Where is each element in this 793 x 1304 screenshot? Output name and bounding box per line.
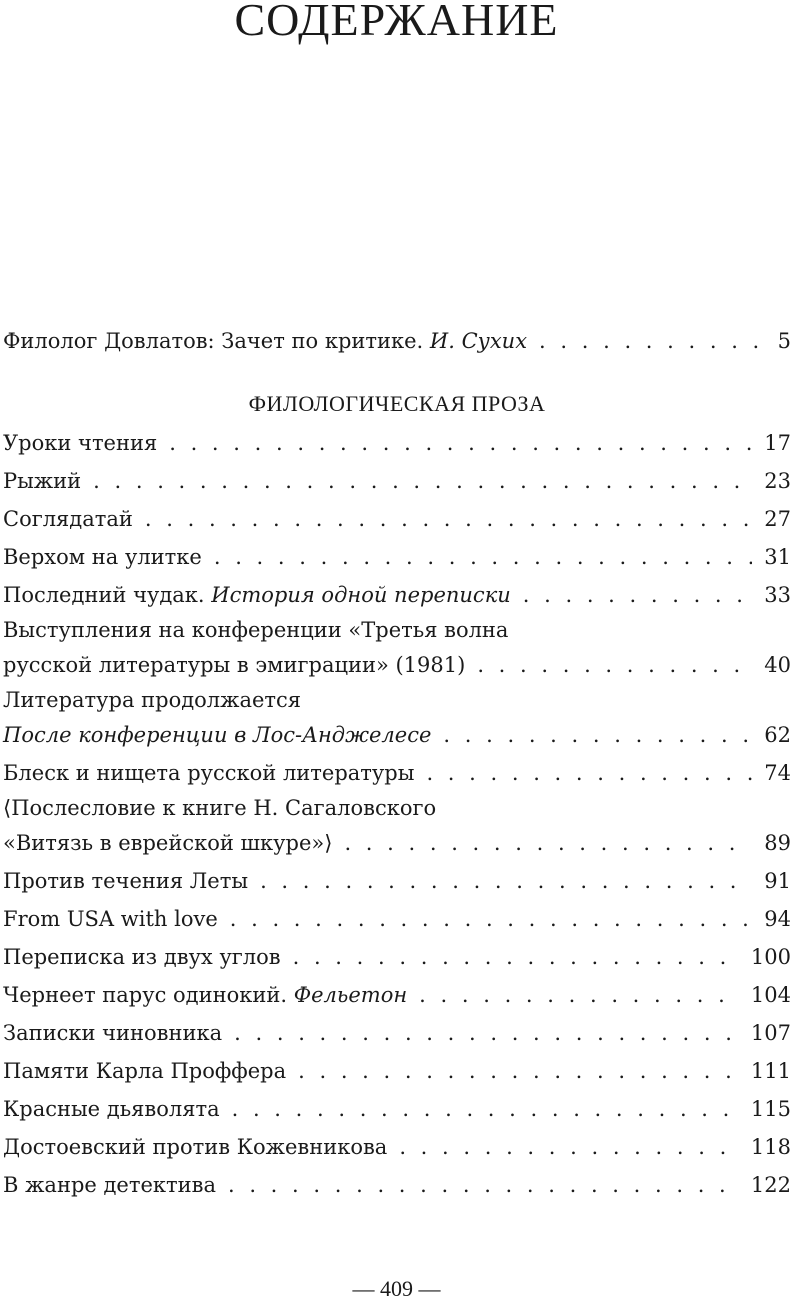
toc-entry-title: Переписка из двух углов xyxy=(3,945,281,969)
toc-entry-title-line1: Выступления на конференции «Третья волна xyxy=(3,618,509,642)
toc-page-number: 17 xyxy=(764,431,791,455)
section-heading: ФИЛОЛОГИЧЕСКАЯ ПРОЗА xyxy=(248,391,546,416)
toc-entry-title: Рыжий xyxy=(3,469,82,493)
toc-entry[interactable] xyxy=(3,538,791,576)
toc-entry[interactable] xyxy=(3,614,791,684)
toc-entry-title: русской литературы в эмиграции» (1981) xyxy=(3,653,466,677)
toc-entry[interactable] xyxy=(3,1014,791,1052)
toc-entry-title: Блеск и нищета русской литературы xyxy=(3,761,415,785)
toc-entry[interactable] xyxy=(3,754,791,792)
dot-leader xyxy=(419,976,739,1014)
toc-entry[interactable] xyxy=(3,792,791,862)
toc-page-number: 122 xyxy=(750,1173,791,1197)
toc-page-number: 115 xyxy=(750,1097,791,1121)
toc-entry[interactable] xyxy=(3,1052,791,1090)
toc-entry-title: From USA with love xyxy=(3,907,218,931)
toc-page-number: 100 xyxy=(750,945,791,969)
table-of-contents xyxy=(3,322,791,1204)
toc-entry-title: После конференции в Лос-Анджелесе xyxy=(3,723,432,747)
toc-entry[interactable] xyxy=(3,1090,791,1128)
dot-leader xyxy=(230,900,753,938)
toc-page-number: 23 xyxy=(764,469,791,493)
toc-entry-title-line1: ⟨Послесловие к книге Н. Сагаловского xyxy=(3,796,437,820)
toc-entry[interactable] xyxy=(3,1166,791,1204)
dot-leader xyxy=(539,322,766,360)
dot-leader xyxy=(93,462,752,500)
toc-entry[interactable] xyxy=(3,862,791,900)
toc-entry[interactable] xyxy=(3,1128,791,1166)
dot-leader xyxy=(344,824,752,862)
page-title: СОДЕРЖАНИЕ xyxy=(234,0,559,45)
dot-leader xyxy=(214,538,752,576)
dot-leader xyxy=(169,424,752,462)
toc-page-number: 74 xyxy=(764,761,791,785)
toc-entry[interactable] xyxy=(3,576,791,614)
dot-leader xyxy=(523,576,753,614)
toc-page-number: 33 xyxy=(764,583,791,607)
dot-leader xyxy=(234,1014,739,1052)
toc-entry[interactable] xyxy=(3,900,791,938)
dot-leader xyxy=(260,862,752,900)
toc-entry[interactable] xyxy=(3,938,791,976)
dot-leader xyxy=(293,938,739,976)
toc-page-number: 111 xyxy=(750,1059,791,1083)
toc-page-number: 27 xyxy=(764,507,791,531)
toc-page-number: 107 xyxy=(750,1021,791,1045)
dot-leader xyxy=(228,1166,739,1204)
toc-entry[interactable] xyxy=(3,684,791,754)
toc-page-number: 5 xyxy=(777,329,791,353)
dot-leader xyxy=(443,716,752,754)
dot-leader xyxy=(426,754,752,792)
toc-entry[interactable] xyxy=(3,500,791,538)
toc-page-number: 89 xyxy=(764,831,791,855)
toc-entry-title: Записки чиновника xyxy=(3,1021,223,1045)
toc-page-number: 94 xyxy=(764,907,791,931)
toc-entry-title-line1: Литература продолжается xyxy=(3,688,302,712)
toc-entry-title: Филолог Довлатов: Зачет по критике. И. Сухих xyxy=(3,329,528,353)
toc-page-number: 62 xyxy=(764,723,791,747)
toc-entry-title: В жанре детектива xyxy=(3,1173,216,1197)
toc-page-number: 104 xyxy=(750,983,791,1007)
toc-entry-title: Соглядатай xyxy=(3,507,133,531)
toc-entry-title: Уроки чтения xyxy=(3,431,158,455)
toc-entry-title: Чернеет парус одинокий. Фельетон xyxy=(3,983,408,1007)
dot-leader xyxy=(232,1090,739,1128)
toc-entry[interactable] xyxy=(3,462,791,500)
toc-page-number: 40 xyxy=(764,653,791,677)
toc-page-number: 31 xyxy=(764,545,791,569)
toc-page-number: 91 xyxy=(764,869,791,893)
page-footer-number: — 409 — xyxy=(352,1276,441,1301)
dot-leader xyxy=(399,1128,739,1166)
dot-leader xyxy=(145,500,752,538)
toc-entry-title: Памяти Карла Проффера xyxy=(3,1059,287,1083)
toc-entry[interactable] xyxy=(3,976,791,1014)
toc-entry-title: Последний чудак. История одной переписки xyxy=(3,583,511,607)
toc-page-number: 118 xyxy=(750,1135,791,1159)
dot-leader xyxy=(477,646,752,684)
toc-entry-title: Против течения Леты xyxy=(3,869,249,893)
dot-leader xyxy=(298,1052,739,1090)
toc-entry-title: «Витязь в еврейской шкуре»⟩ xyxy=(3,831,333,855)
toc-entry-intro[interactable] xyxy=(3,322,791,360)
toc-entry[interactable] xyxy=(3,424,791,462)
toc-entry-title: Достоевский против Кожевникова xyxy=(3,1135,388,1159)
toc-entry-title: Красные дьяволята xyxy=(3,1097,220,1121)
toc-entry-title: Верхом на улитке xyxy=(3,545,202,569)
